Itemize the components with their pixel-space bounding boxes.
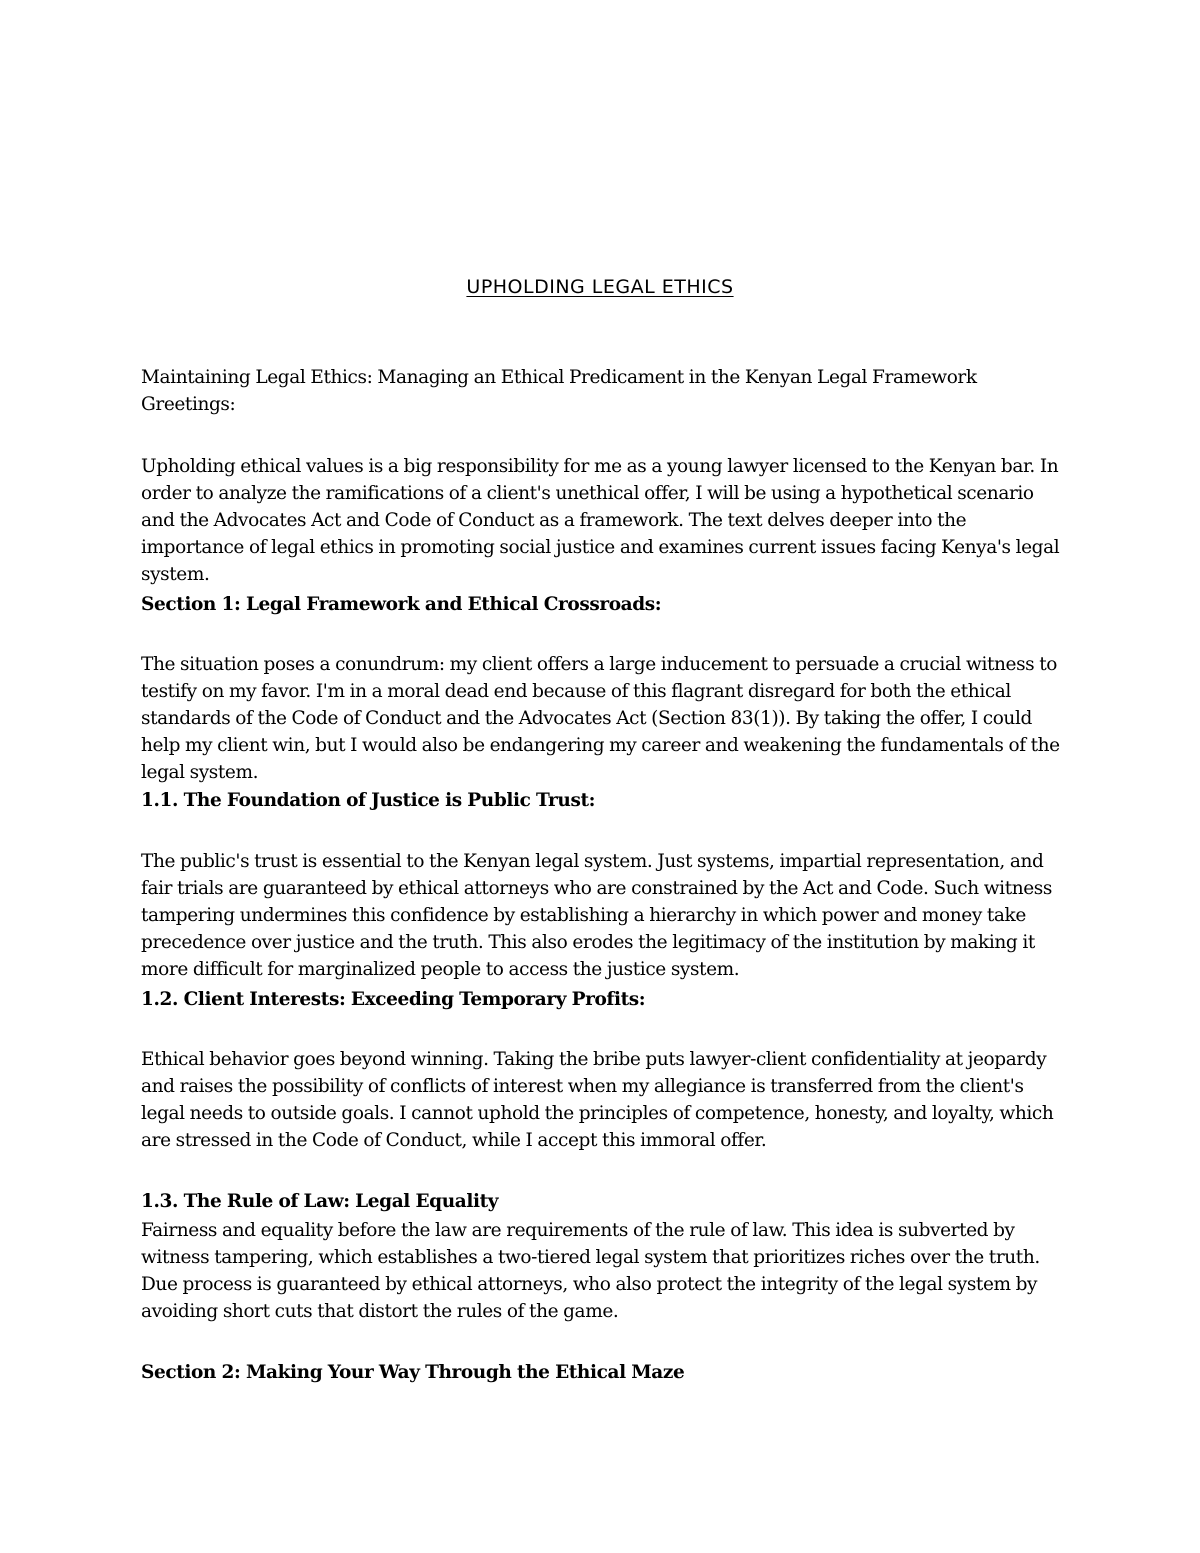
intro-subtitle: Maintaining Legal Ethics: Managing an Ethical Predicament in the Kenyan Legal Framework xyxy=(141,367,977,388)
section-1-2-paragraph: Ethical behavior goes beyond winning. Taking the bribe puts lawyer-client confidentiality at jeopardy and raises the possibility of conflicts of interest when my allegiance is transferred from the client's legal needs to outside goals. I cannot uphold the principles of competence, honesty, and loyalty, which are stressed in the Code of Conduct, while I accept this immoral offer. xyxy=(141,1049,1054,1151)
document-title: UPHOLDING LEGAL ETHICS xyxy=(466,276,734,298)
section-1-2-heading: 1.2. Client Interests: Exceeding Temporary Profits: xyxy=(141,989,646,1010)
section-1-1-paragraph: The public's trust is essential to the Kenyan legal system. Just systems, impartial representation, and fair trials are guaranteed by ethical attorneys who are constrained by the Act and Code. Such witness tampering undermines this confidence by establishing a hierarchy in which power and money take precedence over justice and the truth. This also erodes the legitimacy of the institution by making it more difficult for marginalized people to access the justice system. xyxy=(141,851,1052,980)
intro-paragraph: Upholding ethical values is a big responsibility for me as a young lawyer licensed to the Kenyan bar. In order to analyze the ramifications of a client's unethical offer, I will be using a hypothetical scenario and the Advocates Act and Code of Conduct as a framework. The text delves deeper into the importance of legal ethics in promoting social justice and examines current issues facing Kenya's legal system. xyxy=(141,456,1060,585)
section-1-1-heading: 1.1. The Foundation of Justice is Public Trust: xyxy=(141,790,596,811)
section-1-3-paragraph: Fairness and equality before the law are requirements of the rule of law. This idea is subverted by witness tampering, which establishes a two-tiered legal system that prioritizes riches over the truth. Due process is guaranteed by ethical attorneys, who also protect the integrity of the legal system by avoiding short cuts that distort the rules of the game. xyxy=(141,1220,1040,1322)
section-1-heading: Section 1: Legal Framework and Ethical Crossroads: xyxy=(141,594,662,615)
section-1-3-heading: 1.3. The Rule of Law: Legal Equality xyxy=(141,1191,499,1212)
section-2-heading: Section 2: Making Your Way Through the Ethical Maze xyxy=(141,1362,685,1383)
greeting: Greetings: xyxy=(141,394,236,415)
section-1-paragraph: The situation poses a conundrum: my client offers a large inducement to persuade a crucial witness to testify on my favor. I'm in a moral dead end because of this flagrant disregard for both the ethical standards of the Code of Conduct and the Advocates Act (Section 83(1)). By taking the offer, I could help my client win, but I would also be endangering my career and weakening the fundamentals of the legal system. xyxy=(141,654,1060,783)
